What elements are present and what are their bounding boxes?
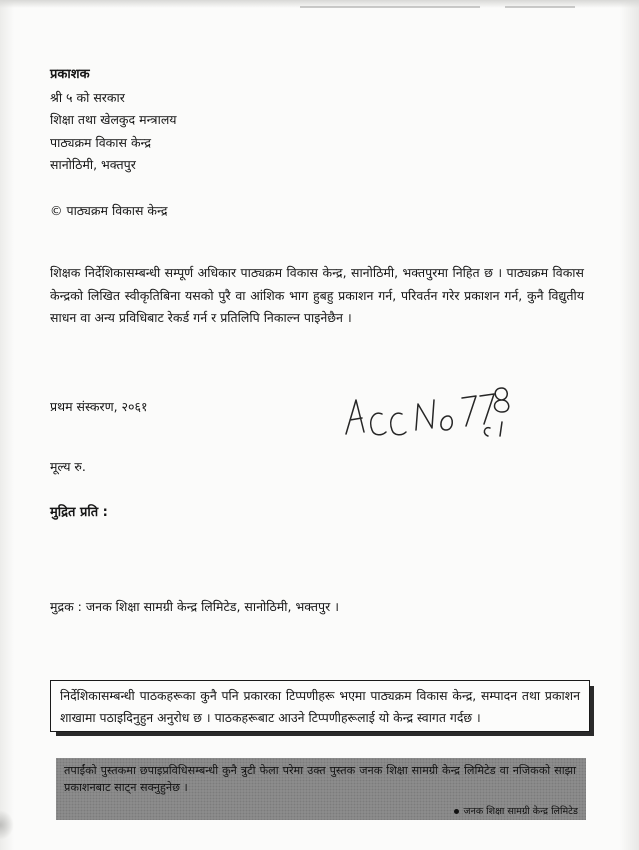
- publisher-line: शिक्षा तथा खेलकुद मन्त्रालय: [50, 112, 177, 127]
- price-line: मूल्य रु.: [50, 459, 86, 474]
- rights-paragraph: शिक्षक निर्देशिकासम्बन्धी सम्पूर्ण अधिकार पाठ्यक्रम विकास केन्द्र, सानोठिमी, भक्तपुरमा निहित छ । पाठ्यक्रम विकास केन्द्रको लिखित स्वीकृतिबिना यसको पुरै वा आंशिक भाग हुबहु प्रकाशन गर्न, परिवर्तन गरेर प्रकाशन गर्न, कुनै विद्युतीय साधन वा अन्य प्रविधिबाट रेकर्ड गर्न र प्रतिलिपि निकाल्न पाइनेछैन ।: [50, 265, 584, 326]
- feedback-box: निर्देशिकासम्बन्धी पाठकहरूका कुनै पनि प्रकारका टिप्पणीहरू भएमा पाठ्यक्रम विकास केन्द्र, सम्पादन तथा प्रकाशन शाखामा पठाइदिनुहुन अनुरोध छ । पाठकहरूबाट आउने टिप्पणीहरूलाई यो केन्द्र स्वागत गर्दछ ।: [50, 680, 590, 732]
- bullet-icon: [454, 809, 459, 814]
- publisher-line: पाठ्यक्रम विकास केन्द्र: [50, 134, 152, 150]
- scan-smudge: [0, 810, 14, 840]
- publisher-heading: प्रकाशक: [50, 67, 90, 82]
- publisher-line: श्री ५ को सरकार: [50, 89, 125, 105]
- edition-line: प्रथम संस्करण, २०६१: [50, 399, 148, 414]
- scan-speck: [300, 6, 480, 8]
- publisher-line: सानोठिमी, भक्तपुर: [50, 157, 136, 172]
- scan-speck: [505, 6, 575, 8]
- printed-copies-line: मुद्रित प्रति :: [50, 505, 108, 520]
- reprint-notice-signature: [454, 804, 578, 817]
- printer-line: मुद्रक : जनक शिक्षा सामग्री केन्द्र लिमिटेड, सानोठिमी, भक्तपुर ।: [50, 599, 339, 614]
- reprint-notice-box: [56, 758, 586, 820]
- publisher-block: [50, 64, 177, 177]
- copyright-line: © पाठ्यक्रम विकास केन्द्र: [50, 203, 168, 218]
- reprint-notice-text: तपाईंको पुस्तकमा छपाइप्रविधिसम्बन्धी कुनै त्रुटी फेला परेमा उक्त पुस्तक जनक शिक्षा सामग्री केन्द्र लिमिटेड वा नजिकको साझा प्रकाशनबाट साट्न सक्नुहुनेछ ।: [64, 764, 576, 794]
- handwritten-accession-note: [340, 378, 520, 442]
- signature-text: जनक शिक्षा सामग्री केन्द्र लिमिटेड: [463, 806, 578, 817]
